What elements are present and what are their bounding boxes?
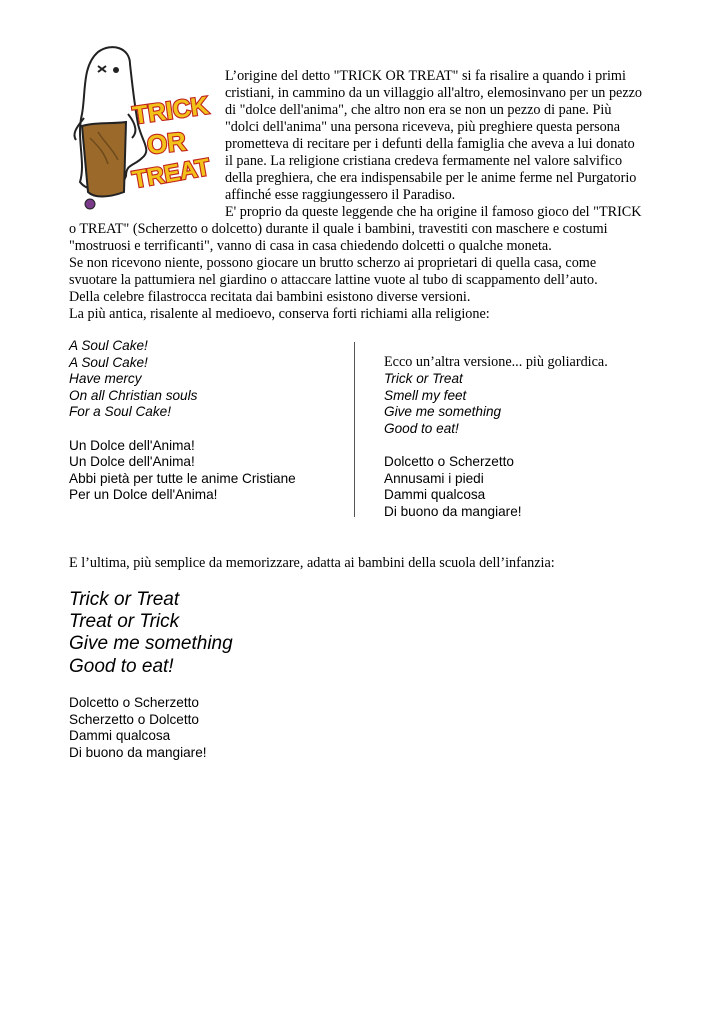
poem-line: Dolcetto o Scherzetto (384, 454, 514, 470)
poem-line: Dammi qualcosa (384, 487, 486, 503)
poem-line: Trick or Treat (69, 589, 180, 610)
intro-line: cristiani, in cammino da un villaggio all'altro, elemosinvano per un pezzo (225, 85, 643, 101)
poem-line: Give me something (69, 633, 233, 655)
poem-line: Abbi pietà per tutte le anime Cristiane (69, 470, 296, 486)
poem-line: Have mercy (69, 371, 142, 387)
intro-line: affinché esse raggiungessero il Paradiso. (225, 187, 456, 203)
lettering-word: OR (145, 126, 188, 160)
poem-line: Good to eat! (69, 655, 174, 677)
poem-line: Smell my feet (384, 387, 467, 403)
poem-line: Give me something (384, 404, 502, 420)
intro-line: della preghiera, che era indispensabile per le anime ferme nel Purgatorio (225, 170, 637, 186)
poem-line: Un Dolce dell'Anima! (69, 437, 195, 453)
last-version-intro: E l’ultima, più semplice da memorizzare, adatta ai bambini della scuola dell’infanzia: (69, 555, 555, 571)
lettering-word: TREAT (130, 153, 213, 194)
poem-line: A Soul Cake! (69, 338, 148, 353)
intro-line: "dolci dell'anima" una persona riceveva, più preghiere questa persona (225, 119, 621, 135)
poem-line: Di buono da mangiare! (384, 504, 522, 519)
intro-line: E' proprio da queste leggende che ha origine il famoso gioco del "TRICK (225, 204, 642, 220)
poem-line: Good to eat! (384, 421, 459, 436)
intro-line: "mostruosi e terrificanti", vanno di casa in casa chiedendo dolcetti o qualche moneta. (69, 238, 552, 254)
intro-line: di "dolce dell'anima", che altro non era se non un pezzo di pane. Più (225, 102, 612, 118)
poem-line: Per un Dolce dell'Anima! (69, 487, 218, 503)
intro-line: prometteva di recitare per i defunti della famiglia che aveva a lui donato (225, 136, 635, 152)
intro-line: svuotare la pattumiera nel giardino o attaccare lattine vuote al tubo di scappamento dell’auto. (69, 272, 598, 288)
intro-line: L’origine del detto "TRICK OR TREAT" si fa risalire a quando i primi (225, 68, 626, 84)
poem-line: Dammi qualcosa (69, 728, 171, 744)
intro-line: il pane. La religione cristiana credeva fermamente nel valore salvifico (225, 153, 623, 169)
treat-bag-icon (82, 122, 126, 197)
lettering-word: TRICK (130, 91, 211, 130)
intro-line: Se non ricevono niente, possono giocare un brutto scherzo ai proprietari di quella casa, come (69, 255, 597, 271)
poem-line: On all Christian souls (69, 387, 198, 403)
ghost-trick-or-treat-illustration (68, 42, 216, 218)
poem-line: Dolcetto o Scherzetto (69, 695, 199, 710)
poem-line: A Soul Cake! (69, 354, 148, 370)
column-divider (354, 342, 355, 517)
poem-line: Treat or Trick (69, 611, 180, 633)
intro-line: Della celebre filastrocca recitata dai bambini esistono diverse versioni. (69, 289, 471, 305)
right-poem-intro: Ecco un’altra versione... più goliardica. (384, 354, 608, 370)
intro-line: La più antica, risalente al medioevo, conserva forti richiami alla religione: (69, 306, 490, 322)
poem-line: Scherzetto o Dolcetto (69, 711, 199, 727)
poem-line: Un Dolce dell'Anima! (69, 454, 195, 470)
poem-line: For a Soul Cake! (69, 404, 171, 420)
poem-line: Di buono da mangiare! (69, 744, 207, 760)
intro-line: o TREAT" (Scherzetto o dolcetto) durante il quale i bambini, travestiti con maschere e costumi (69, 221, 608, 237)
poem-line: Annusami i piedi (384, 470, 484, 486)
poem-line: Trick or Treat (384, 371, 463, 387)
